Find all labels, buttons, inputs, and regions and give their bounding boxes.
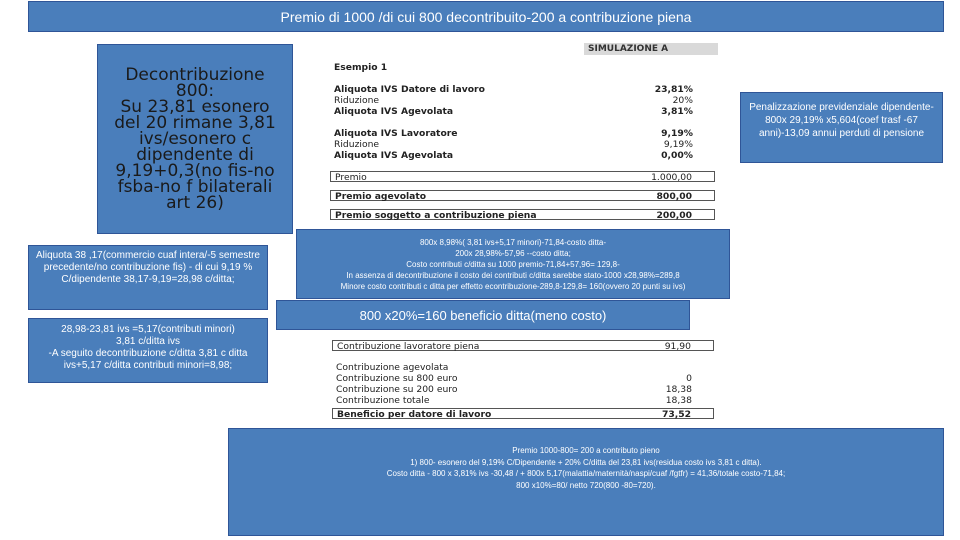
simulation-table-image (327, 43, 718, 229)
decontribuzione-line: 800: (175, 81, 215, 101)
decontribuzione-line: ivs/esonero c (138, 129, 252, 149)
beneficio-box: 800 x20%=160 beneficio ditta(meno costo) (276, 300, 690, 330)
differenza-box (28, 318, 268, 383)
premio-riepilogo-box (228, 428, 944, 536)
simulation-row-label: Aliquota IVS Lavoratore (334, 128, 458, 139)
summary-row (332, 384, 714, 395)
calcolo-line: In assenza di decontribuzione il costo dei contributi c/ditta sarebbe stato-1000 x28,98%=289,8 (346, 271, 680, 280)
simulation-row (330, 84, 715, 95)
summary-row (332, 340, 714, 351)
summary-row-label: Contribuzione totale (336, 395, 430, 406)
simulation-row (330, 139, 715, 150)
simulation-row-label: Esempio 1 (334, 62, 388, 73)
summary-row-value: 18,38 (665, 384, 692, 395)
simulation-row-value: 9,19% (661, 128, 693, 139)
aliquota-text: Aliquota 38 ,17(commercio cuaf intera/-5 semestre precedente/no contribuzione fis) - di cui 9,19 % C/dipendente 38,17-9,19=28,98 c/ditta; (36, 250, 260, 285)
summary-row-label: Beneficio per datore di lavoro (337, 409, 492, 420)
simulation-row (330, 106, 715, 117)
differenza-line: 3,81 c/ditta ivs (116, 336, 180, 347)
summary-row-value: 0 (686, 373, 692, 384)
riepilogo-line: Costo ditta - 800 x 3,81% ivs -30,48 / + 800x 5,17(malattia/maternità/naspi/cuaf /fgtfr) = 41,36/totale costo-71,84; (386, 469, 786, 478)
summary-row-label: Contribuzione su 200 euro (336, 384, 458, 395)
simulation-row-label: Premio agevolato (335, 191, 427, 202)
page-title: Premio di 1000 /di cui 800 decontribuito-200 a contribuzione piena (28, 1, 944, 32)
calcolo-line: 200x 28,98%-57,96 --costo ditta; (455, 249, 571, 258)
differenza-line: 28,98-23,81 ivs =5,17(contributi minori) (61, 324, 235, 335)
summary-row (332, 395, 714, 406)
aliquota-box (28, 245, 268, 310)
decontribuzione-line: del 20 rimane 3,81 (114, 113, 276, 133)
simulation-row-label: Riduzione (334, 139, 380, 150)
simulation-row (330, 128, 715, 139)
differenza-line: ivs+5,17 c/ditta contributi minori=8,98; (63, 360, 233, 371)
simulation-row-label: Aliquota IVS Agevolata (334, 106, 454, 117)
summary-row (332, 362, 714, 373)
riepilogo-line: 1) 800- esonero del 9,19% C/Dipendente + 20% C/ditta del 23,81 ivs(residua costo ivs 3,81 c ditta). (410, 457, 762, 467)
decontribuzione-line: fsba-no f bilaterali (117, 177, 273, 197)
riepilogo-line: Premio 1000-800= 200 a contributo pieno (512, 446, 660, 455)
simulation-header: SIMULAZIONE A (584, 43, 718, 55)
decontribuzione-line: 9,19+0,3(no fis-no (115, 161, 275, 181)
summary-table-image (329, 336, 717, 423)
simulation-row-value: 23,81% (654, 84, 693, 95)
simulation-row (330, 62, 715, 73)
calcolo-costo-box (296, 229, 730, 299)
decontribuzione-line: Decontribuzione (125, 65, 265, 85)
simulation-row-value: 9,19% (663, 139, 693, 150)
summary-row-label: Contribuzione lavoratore piena (337, 341, 480, 352)
summary-row-value: 73,52 (661, 409, 691, 420)
calcolo-line: 800x 8,98%( 3,81 ivs+5,17 minori)-71,84-costo ditta- (419, 238, 607, 247)
simulation-row-value: 200,00 (656, 210, 692, 221)
summary-row (332, 373, 714, 384)
decontribuzione-line: dipendente di (136, 145, 254, 165)
simulation-row-label: Aliquota IVS Agevolata (334, 150, 454, 161)
differenza-line: -A seguito decontribuzione c/ditta 3,81 c ditta (48, 348, 248, 359)
calcolo-line: Costo contributi c/ditta su 1000 premio-71,84+57,96= 129,8- (406, 260, 620, 269)
summary-row-label: Contribuzione su 800 euro (336, 373, 458, 384)
simulation-row (330, 190, 715, 201)
simulation-row-value: 3,81% (661, 106, 693, 117)
simulation-row-label: Riduzione (334, 95, 380, 106)
riepilogo-line: 800 x10%=80/ netto 720(800 -80=720). (516, 480, 656, 490)
simulation-row-value: 1.000,00 (651, 172, 692, 183)
simulation-row (330, 95, 715, 106)
simulation-row (330, 209, 715, 220)
penalizzazione-text: Penalizzazione previdenziale dipendente-800x 29,19% x5,604(coef trasf -67 anni)-13,09 annui perduti di pensione (749, 102, 934, 139)
simulation-row-label: Premio (335, 172, 367, 183)
simulation-row-value: 800,00 (656, 191, 692, 202)
summary-row-label: Contribuzione agevolata (336, 362, 449, 373)
summary-row-value: 18,38 (665, 395, 692, 406)
decontribuzione-box (97, 44, 293, 234)
penalizzazione-box (740, 92, 943, 163)
simulation-row-label: Premio soggetto a contribuzione piena (335, 210, 537, 221)
simulation-row (330, 150, 715, 161)
summary-row (332, 408, 714, 419)
decontribuzione-line: art 26) (166, 193, 224, 213)
simulation-row (330, 171, 715, 182)
calcolo-line: Minore costo contributi c ditta per effetto econtribuzione-289,8-129,8= 160(ovvero 20 punti su ivs) (340, 282, 686, 291)
summary-row-value: 91,90 (664, 341, 691, 352)
decontribuzione-line: Su 23,81 esonero (120, 97, 270, 117)
simulation-row-value: 0,00% (661, 150, 693, 161)
simulation-row-value: 20% (672, 95, 693, 106)
simulation-row-label: Aliquota IVS Datore di lavoro (334, 84, 485, 95)
